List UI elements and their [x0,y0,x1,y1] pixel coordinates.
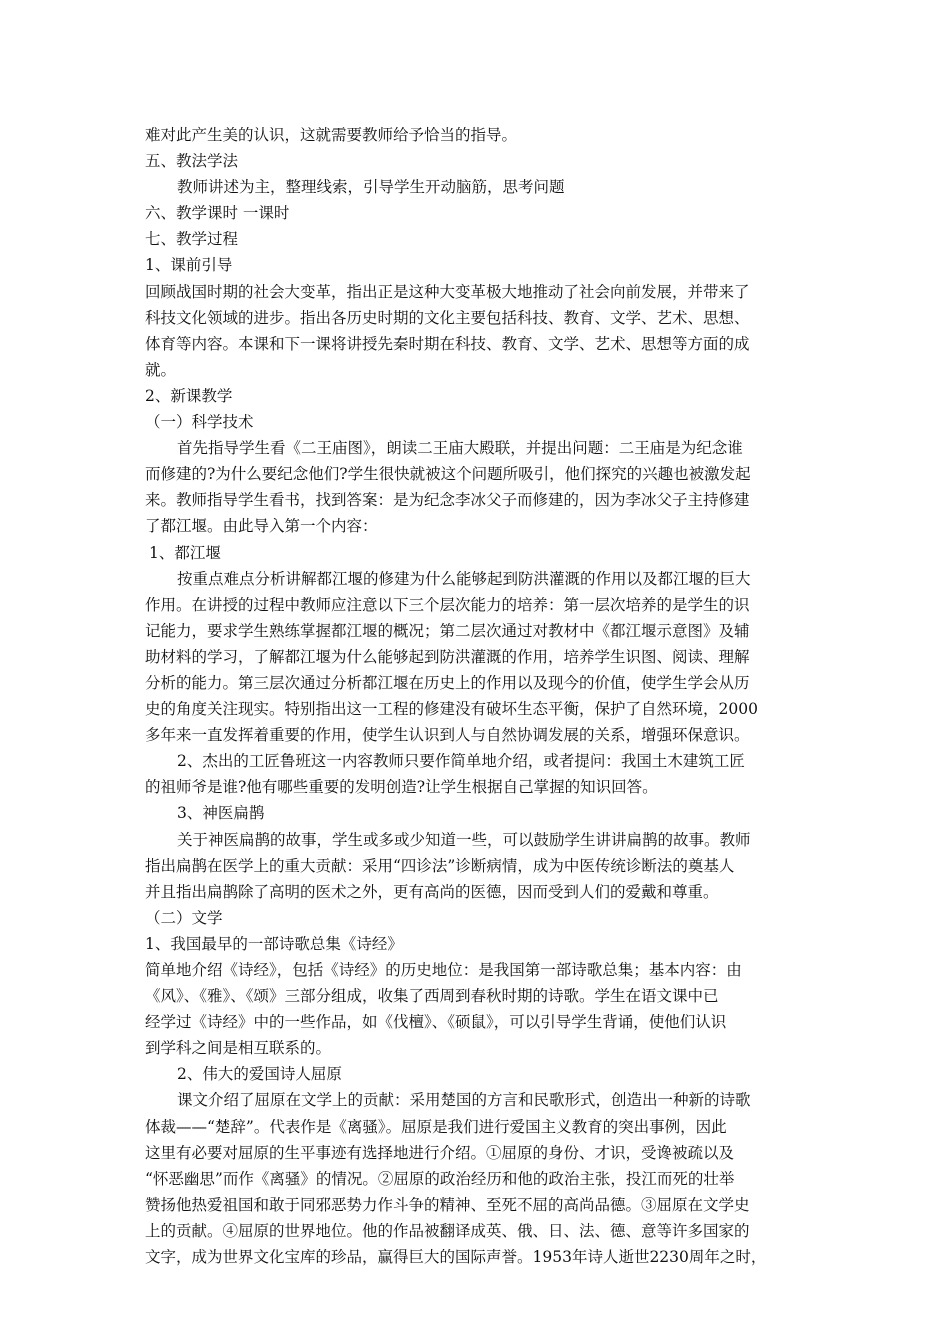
text-line: 赞扬他热爱祖国和敢于同邪恶势力作斗争的精神、至死不屈的高尚品德。③屈原在文学史 [145,1195,750,1214]
text-line: 难对此产生美的认识，这就需要教师给予恰当的指导。 [145,126,518,144]
document-body [145,122,825,1270]
text-line: 这里有必要对屈原的生平事迹有选择地进行介绍。①屈原的身份、才识，受谗被疏以及 [145,1143,735,1162]
text-line: 3、神医扁鹊 [177,804,265,823]
text-line: 而修建的?为什么要纪念他们?学生很快就被这个问题所吸引，他们探究的兴趣也被激发起 [145,465,751,484]
text-line: 2、新课教学 [145,386,233,405]
text-line: 2、杰出的工匠鲁班这一内容教师只要作简单地介绍，或者提问：我国土木建筑工匠 [177,752,745,771]
text-line: 并且指出扁鹊除了高明的医术之外，更有高尚的医德，因而受到人们的爱戴和尊重。 [145,882,719,901]
text-line: 分析的能力。第三层次通过分析都江堰在历史上的作用以及现今的价值，使学生学会从历 [145,673,750,692]
text-line: 简单地介绍《诗经》，包括《诗经》的历史地位：是我国第一部诗歌总集；基本内容：由 [145,961,742,979]
text-line: 作用。在讲授的过程中教师应注意以下三个层次能力的培养：第一层次培养的是学生的识 [145,595,750,614]
text-line: 的祖师爷是谁?他有哪些重要的发明创造?让学生根据自己掌握的知识回答。 [145,778,658,797]
text-line: 就。 [145,360,177,379]
text-line: 1、我国最早的一部诗歌总集《诗经》 [145,934,403,953]
text-line: 按重点难点分析讲解都江堰的修建为什么能够起到防洪灌溉的作用以及都江堰的巨大 [177,569,751,588]
text-line: 课文介绍了屈原在文学上的贡献：采用楚国的方言和民歌形式，创造出一种新的诗歌 [177,1091,751,1110]
text-line: 回顾战国时期的社会大变革，指出正是这种大变革极大地推动了社会向前发展，并带来了 [145,282,750,301]
text-line: （二）文学 [145,908,223,927]
text-line: （一）科学技术 [145,413,254,432]
text-line: 六、教学课时 一课时 [145,204,290,223]
text-line: 来。教师指导学生看书，找到答案：是为纪念李冰父子而修建的，因为李冰父子主持修建 [145,491,750,510]
text-line: 《风》、《雅》、《颂》三部分组成，收集了西周到春秋时期的诗歌。学生在语文课中已 [145,987,719,1006]
text-line: 了都江堰。由此导入第一个内容： [145,517,378,536]
text-line: “怀恶幽思”而作《离骚》的情况。②屈原的政治经历和他的政治主张，投江而死的壮举 [145,1169,735,1188]
text-line: 文字，成为世界文化宝库的珍品，赢得巨大的国际声誉。1953年诗人逝世2230周年之时， [145,1248,767,1267]
text-line: 五、教法学法 [145,152,239,171]
text-line: 史的角度关注现实。特别指出这一工程的修建没有破坏生态平衡，保护了自然环境，2000 [145,700,758,719]
text-line: 科技文化领域的进步。指出各历史时期的文化主要包括科技、教育、文学、艺术、思想、 [145,308,750,327]
text-line: 1、课前引导 [145,256,233,275]
text-line: 体育等内容。本课和下一课将讲授先秦时期在科技、教育、文学、艺术、思想等方面的成 [145,334,750,353]
text-line: 1、都江堰 [149,543,221,562]
text-line: 教师讲述为主，整理线索，引导学生开动脑筋，思考问题 [177,178,565,197]
text-line: 助材料的学习，了解都江堰为什么能够起到防洪灌溉的作用，培养学生识图、阅读、理解 [145,647,750,666]
text-line: 关于神医扁鹊的故事，学生或多或少知道一些，可以鼓励学生讲讲扁鹊的故事。教师 [177,830,751,849]
text-line: 多年来一直发挥着重要的作用，使学生认识到人与自然协调发展的关系，增强环保意识。 [145,726,750,745]
text-line: 上的贡献。④屈原的世界地位。他的作品被翻译成英、俄、日、法、德、意等许多国家的 [145,1221,750,1240]
text-line: 2、伟大的爱国诗人屈原 [177,1065,342,1084]
text-line: 指出扁鹊在医学上的重大贡献：采用“四诊法”诊断病情，成为中医传统诊断法的奠基人 [145,856,735,875]
text-line: 记能力，要求学生熟练掌握都江堰的概况；第二层次通过对教材中《都江堰示意图》及辅 [145,621,750,640]
text-line: 首先指导学生看《二王庙图》，朗读二王庙大殿联，并提出问题：二王庙是为纪念谁 [177,439,743,458]
text-line: 到学科之间是相互联系的。 [145,1039,332,1058]
text-line: 体裁——“楚辞”。代表作是《离骚》。屈原是我们进行爱国主义教育的突出事例，因此 [145,1117,727,1136]
text-line: 七、教学过程 [145,230,239,249]
text-line: 经学过《诗经》中的一些作品，如《伐檀》、《硕鼠》，可以引导学生背诵，使他们认识 [145,1013,727,1032]
